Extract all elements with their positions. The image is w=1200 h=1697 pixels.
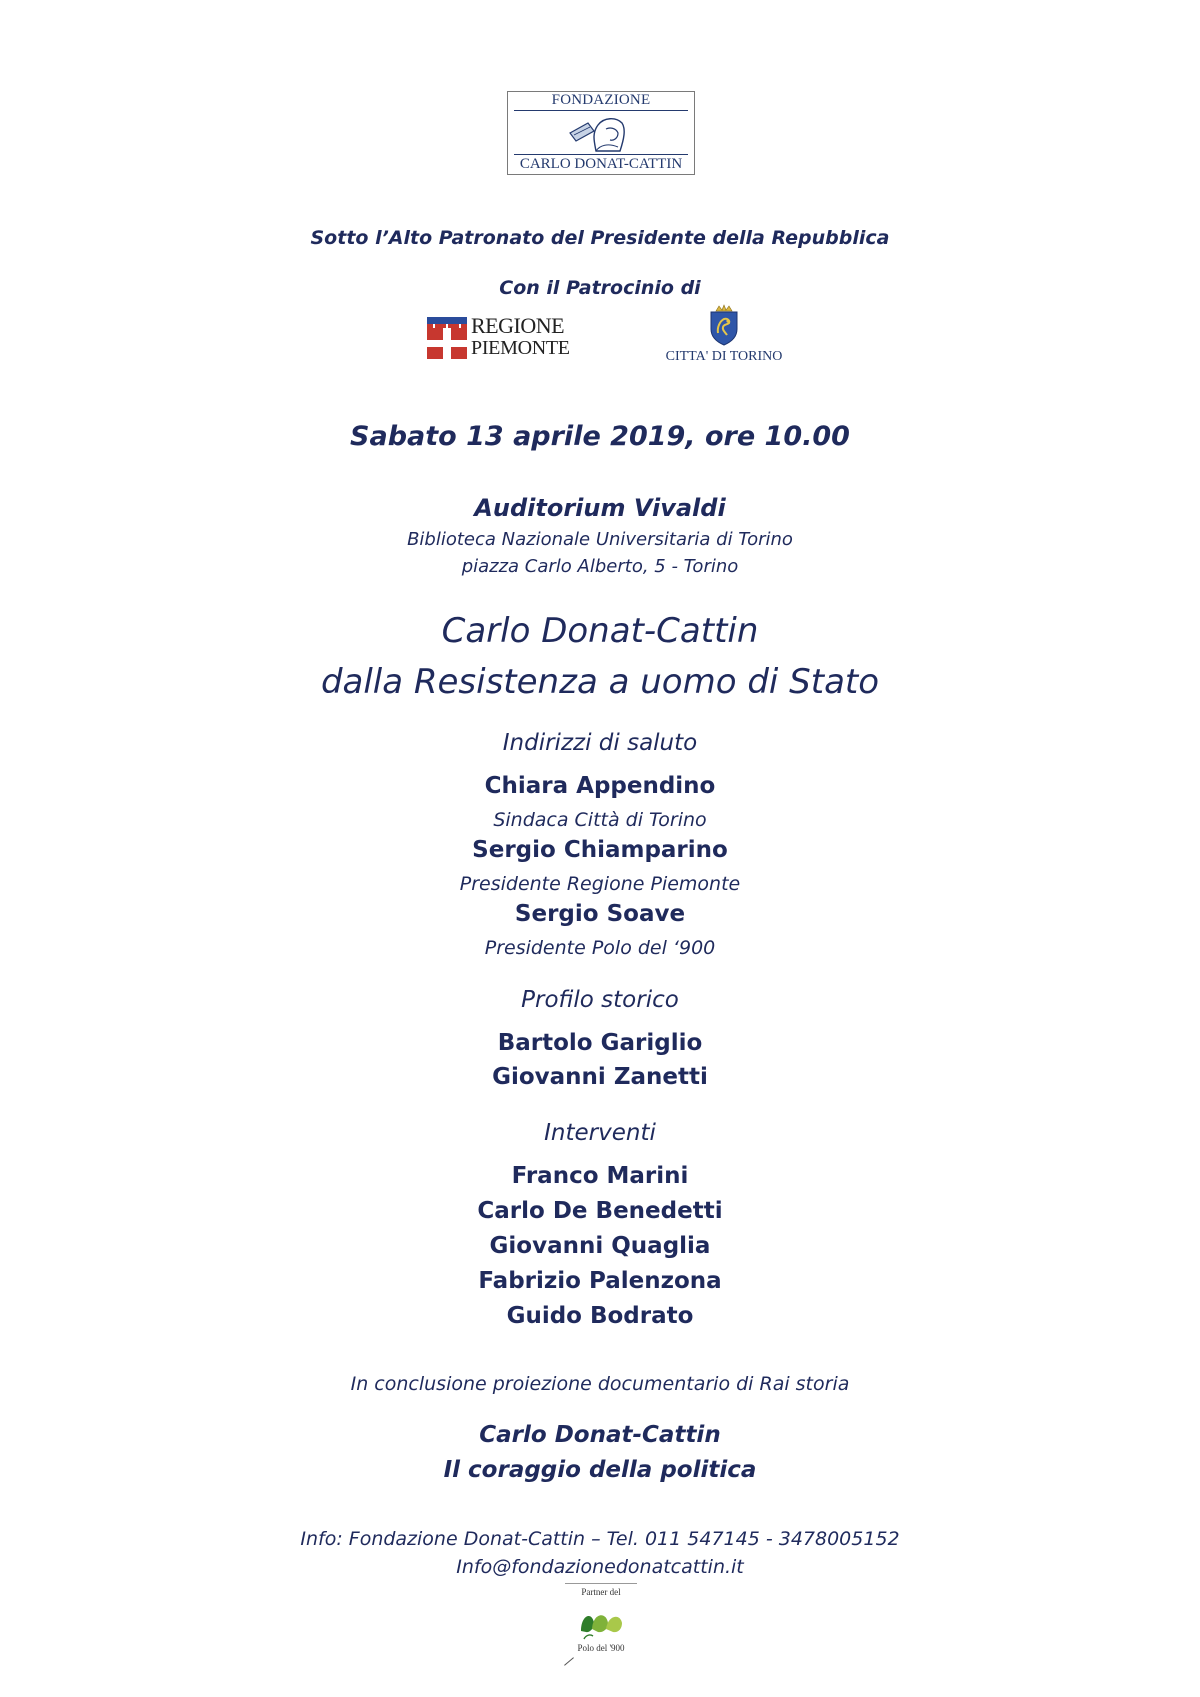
patrocinio-text: Con il Patrocinio di [499, 277, 701, 299]
info-contact: Info: Fondazione Donat-Cattin – Tel. 011 547145 - 3478005152 [300, 1528, 900, 1550]
speaker-name: Giovanni Zanetti [492, 1064, 708, 1090]
speaker-name: Guido Bodrato [506, 1303, 694, 1329]
venue-address: piazza Carlo Alberto, 5 - Torino [461, 556, 739, 577]
speaker-name: Franco Marini [511, 1163, 689, 1189]
info-email: Info@fondazionedonatcattin.it [456, 1556, 744, 1578]
speaker-name: Carlo De Benedetti [477, 1198, 723, 1224]
speaker-role: Sindaca Città di Torino [493, 809, 707, 831]
regione-line2: PIEMONTE [471, 337, 570, 359]
speaker-name: Sergio Chiamparino [472, 837, 728, 863]
speaker-name: Giovanni Quaglia [489, 1233, 711, 1259]
polo-rule [565, 1583, 637, 1584]
citta-di-torino-logo [664, 303, 784, 365]
regione-line1: REGIONE [471, 313, 565, 338]
saluti-heading: Indirizzi di saluto [502, 730, 698, 756]
profilo-heading: Profilo storico [521, 987, 679, 1013]
speaker-role: Presidente Regione Piemonte [459, 873, 741, 895]
speaker-name: Chiara Appendino [484, 773, 716, 799]
fondazione-logo-line2: CARLO DONAT-CATTIN [519, 156, 683, 172]
film-title-line1: Carlo Donat-Cattin [479, 1422, 721, 1448]
event-date: Sabato 13 aprile 2019, ore 10.00 [350, 421, 850, 452]
polo-name-text: Polo del '900 [577, 1643, 625, 1653]
speaker-role: Presidente Polo del ‘900 [484, 937, 716, 959]
regione-piemonte-logo [427, 313, 573, 359]
regione-shield-icon [427, 317, 467, 359]
venue-library: Biblioteca Nazionale Universitaria di Torino [407, 529, 793, 550]
conclusion-intro: In conclusione proiezione documentario di Rai storia [350, 1373, 850, 1395]
regione-text [471, 315, 570, 359]
title-line2: dalla Resistenza a uomo di Stato [320, 662, 880, 702]
speaker-name: Fabrizio Palenzona [478, 1268, 722, 1294]
film-title-line2: Il coraggio della politica [443, 1457, 757, 1483]
portrait-icon [566, 111, 636, 153]
polo-partner-text: Partner del [581, 1587, 621, 1597]
polo-leaf-icon [578, 1605, 626, 1641]
polo-mark [564, 1657, 574, 1665]
interventi-heading: Interventi [544, 1120, 656, 1146]
torino-crest-icon [707, 303, 741, 347]
fondazione-logo-line1: FONDAZIONE [551, 92, 651, 108]
event-venue: Auditorium Vivaldi [474, 494, 726, 522]
logo-rule-bottom [514, 154, 688, 155]
patronage-text: Sotto l’Alto Patronato del Presidente della Repubblica [310, 227, 890, 249]
title-line1: Carlo Donat-Cattin [441, 611, 759, 651]
fondazione-logo [507, 91, 695, 175]
torino-label: CITTA' DI TORINO [665, 349, 783, 364]
polo-del-900-logo [565, 1583, 637, 1673]
speaker-name: Sergio Soave [514, 901, 686, 927]
speaker-name: Bartolo Gariglio [497, 1030, 703, 1056]
